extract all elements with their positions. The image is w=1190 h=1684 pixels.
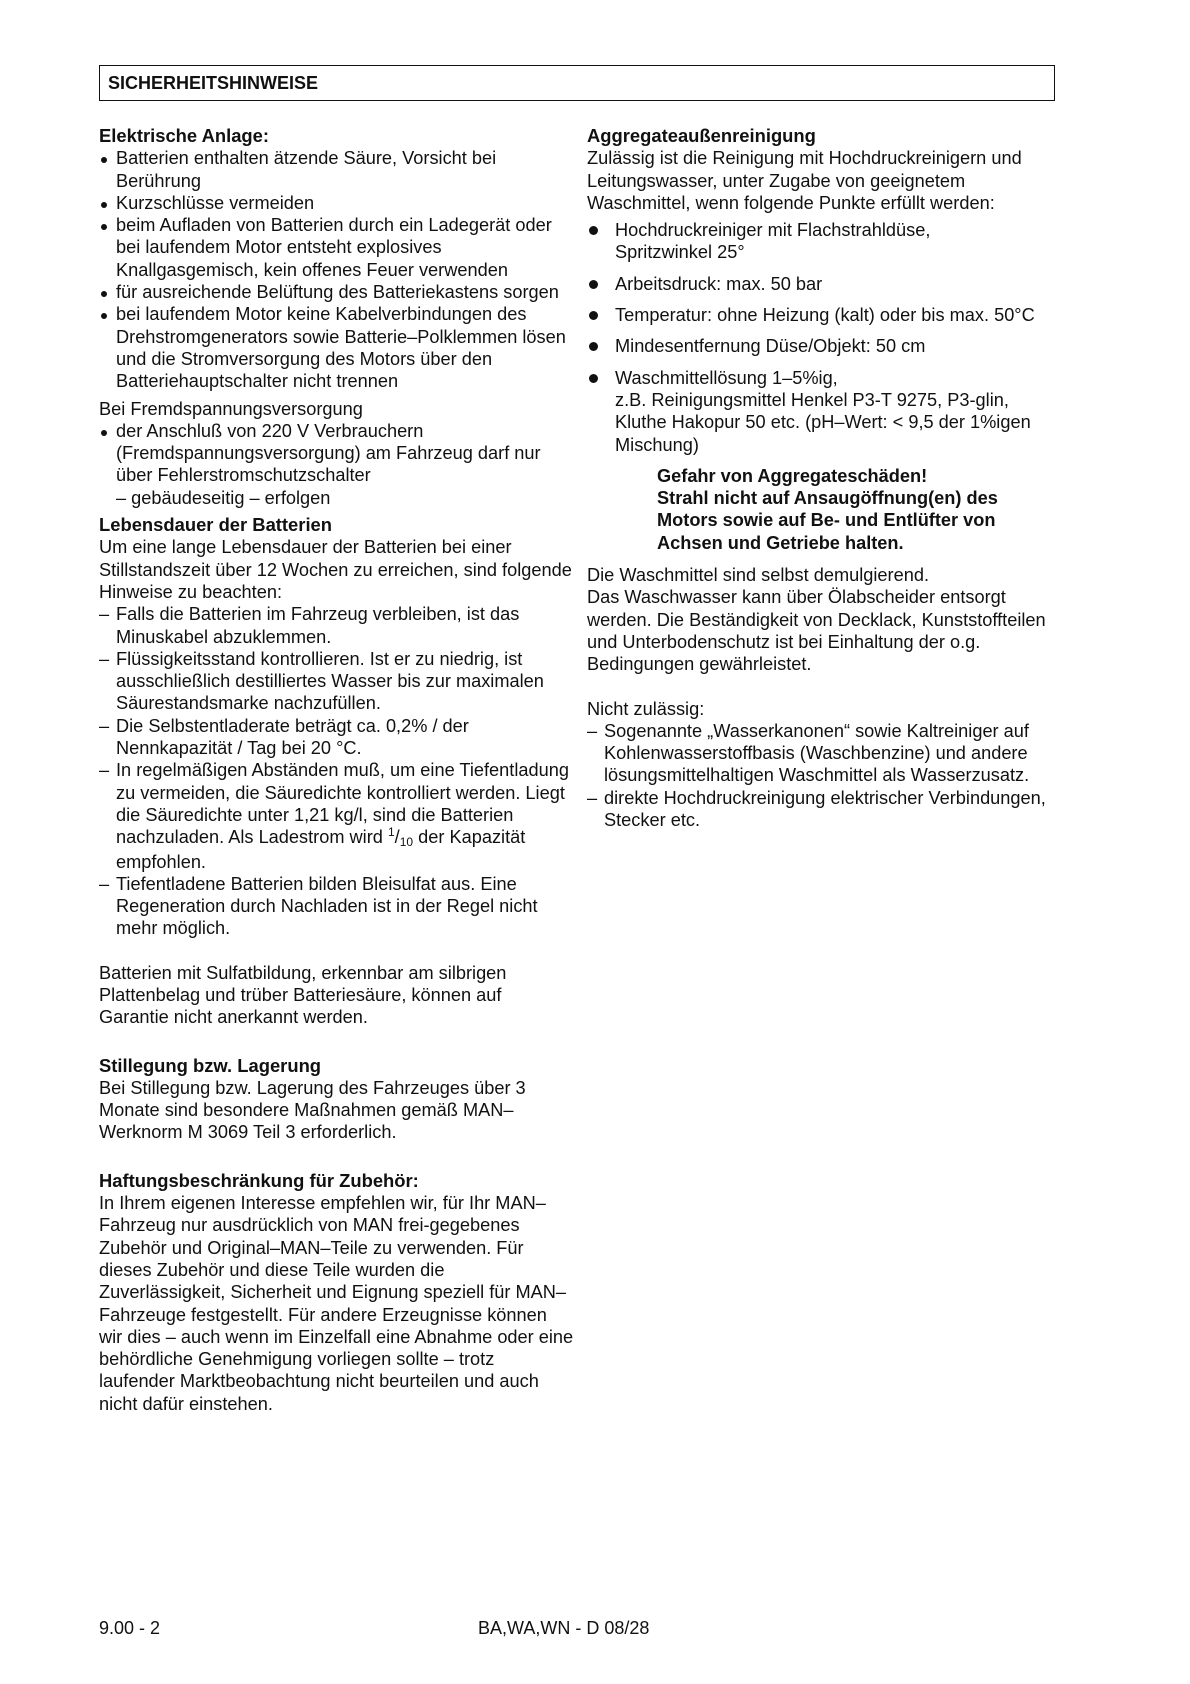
external-supply-item-tail: – gebäudeseitig – erfolgen [116, 487, 331, 508]
damage-warning: Gefahr von Aggregateschäden! Strahl nicht auf Ansaugöffnung(en) des Motors sowie auf Be- und Entlüfter von Achsen und Getriebe halten. [657, 465, 998, 553]
battery-life-heading: Lebensdauer der Batterien [99, 514, 333, 536]
electrical-heading: Elektrische Anlage: [99, 125, 270, 146]
list-item: bei laufendem Motor keine Kabelverbindungen des Drehstromgenerators sowie Batterie–Polklemmen lösen und die Stromversorgung des Motors über den Batteriehauptschalter nicht trennen [99, 303, 575, 392]
storage-text: Bei Stillegung bzw. Lagerung des Fahrzeuges über 3 Monate sind besondere Maßnahmen gemäß MAN–Werknorm M 3069 Teil 3 erforderlich. [99, 1077, 526, 1143]
list-item [99, 420, 575, 509]
right-column [587, 125, 1057, 831]
not-allowed-list [587, 720, 1057, 831]
charging-text-tail: der Kapazität empfohlen. [116, 827, 526, 872]
list-item: – Die Selbstentladerate beträgt ca. 0,2% / der Nennkapazität / Tag bei 20 °C. [99, 715, 575, 760]
list-item: – Falls die Batterien im Fahrzeug verbleiben, ist das Minuskabel abzuklemmen. [99, 603, 575, 648]
list-item: Mindesentfernung Düse/Objekt: 50 cm [587, 335, 1057, 357]
external-supply-item: der Anschluß von 220 V Verbrauchern (Fremdspannungsversorgung) am Fahrzeug darf nur über Fehlerstromschutzschalter [116, 420, 541, 486]
left-column [99, 125, 575, 1415]
external-supply-list [99, 420, 575, 509]
liability-text: In Ihrem eigenen Interesse empfehlen wir, für Ihr MAN–Fahrzeug nur ausdrücklich von MAN frei-gegebenes Zubehör und Original–MAN–Teile zu verwenden. Für dieses Zubehör und diese Teile wurden die Zuverlässigkeit, Sicherheit und Eignung speziell für MAN–Fahrzeuge festgestellt. Für andere Erzeugnisse können wir dies – auch wenn im Einzelfall eine Abnahme oder eine behördliche Genehmigung vorliegen sollte – trotz laufender Marktbeobachtung nicht beurteilen und auch nicht dafür einstehen. [99, 1193, 574, 1414]
storage-heading: Stillegung bzw. Lagerung [99, 1054, 322, 1076]
list-item: – In regelmäßigen Abständen muß, um eine Tiefentladung zu vermeiden, die Säuredichte kontrolliert werden. Liegt die Säuredichte unter 1,21 kg/l, sind die Batterien nachzuladen. Als Ladestrom wird $^1$/10 der Kapazität empfohlen. [99, 759, 575, 872]
fraction-numerator: 1 [387, 825, 395, 840]
section-header: SICHERHEITSHINWEISE [99, 65, 1055, 101]
list-item: Waschmittellösung 1–5%ig, z.B. Reinigungsmittel Henkel P3-T 9275, P3-glin, Kluthe Hakopur 50 etc. (pH–Wert: < 9,5 der 1%igen Mischung) [587, 367, 1057, 456]
list-item: – Sogenannte „Wasserkanonen“ sowie Kaltreiniger auf Kohlenwasserstoffbasis (Waschbenzine) und andere lösungsmittelhaltigen Waschmittel als Wasserzusatz. [587, 720, 1057, 787]
list-item: beim Aufladen von Batterien durch ein Ladegerät oder bei laufendem Motor entsteht explosives Knallgasgemisch, kein offenes Feuer verwenden [99, 214, 575, 281]
list-item: für ausreichende Belüftung des Batteriekastens sorgen [99, 281, 575, 303]
cleaning-intro: Zulässig ist die Reinigung mit Hochdruckreinigern und Leitungswasser, unter Zugabe von geeignetem Waschmittel, wenn folgende Punkte erfüllt werden: [587, 148, 1022, 213]
page-number: 9.00 - 2 [99, 1618, 161, 1638]
sulfation-note: Batterien mit Sulfatbildung, erkennbar am silbrigen Plattenbelag und trüber Batteriesäure, können auf Garantie nicht anerkannt werden. [99, 962, 507, 1028]
battery-life-intro: Um eine lange Lebensdauer der Batterien bei einer Stillstandszeit über 12 Wochen zu erreichen, sind folgende Hinweise zu beachten: [99, 537, 572, 602]
cleaning-after-text: Die Waschmittel sind selbst demulgierend. Das Waschwasser kann über Ölabscheider entsorgt werden. Die Beständigkeit von Decklack, Kunststoffteilen und Unterbodenschutz ist bei Einhaltung der o.g. Bedingungen gewährleistet. [587, 565, 1046, 675]
electrical-list [99, 147, 575, 392]
external-supply-intro: Bei Fremdspannungsversorgung [99, 398, 363, 419]
list-item: Hochdruckreiniger mit Flachstrahldüse, Spritzwinkel 25° [587, 219, 1057, 264]
list-item: Arbeitsdruck: max. 50 bar [587, 273, 1057, 295]
list-item: – Tiefentladene Batterien bilden Bleisulfat aus. Eine Regeneration durch Nachladen ist in der Regel nicht mehr möglich. [99, 873, 575, 940]
charging-text: In regelmäßigen Abständen muß, um eine Tiefentladung zu vermeiden, die Säuredichte kontrolliert werden. Liegt die Säuredichte unter 1,21 kg/l, sind die Batterien nachzuladen. Als Ladestrom wird [116, 760, 569, 848]
list-item: – Flüssigkeitsstand kontrollieren. Ist er zu niedrig, ist ausschließlich destilliertes Wasser bis zur maximalen Säurestandsmarke nachzufüllen. [99, 648, 575, 715]
list-item: Batterien enthalten ätzende Säure, Vorsicht bei Berührung [99, 147, 575, 192]
cleaning-heading: Aggregateaußenreinigung [587, 125, 816, 146]
not-allowed-label: Nicht zulässig: [587, 698, 705, 719]
list-item: Kurzschlüsse vermeiden [99, 192, 575, 214]
list-item: – direkte Hochdruckreinigung elektrischer Verbindungen, Stecker etc. [587, 787, 1057, 832]
fraction-denominator: 10 [399, 835, 414, 850]
document-code: BA,WA,WN - D 08/28 [478, 1618, 650, 1638]
list-item: Temperatur: ohne Heizung (kalt) oder bis max. 50°C [587, 304, 1057, 326]
liability-heading: Haftungsbeschränkung für Zubehör: [99, 1169, 419, 1191]
cleaning-conditions-list [587, 219, 1057, 456]
battery-life-list [99, 603, 575, 939]
